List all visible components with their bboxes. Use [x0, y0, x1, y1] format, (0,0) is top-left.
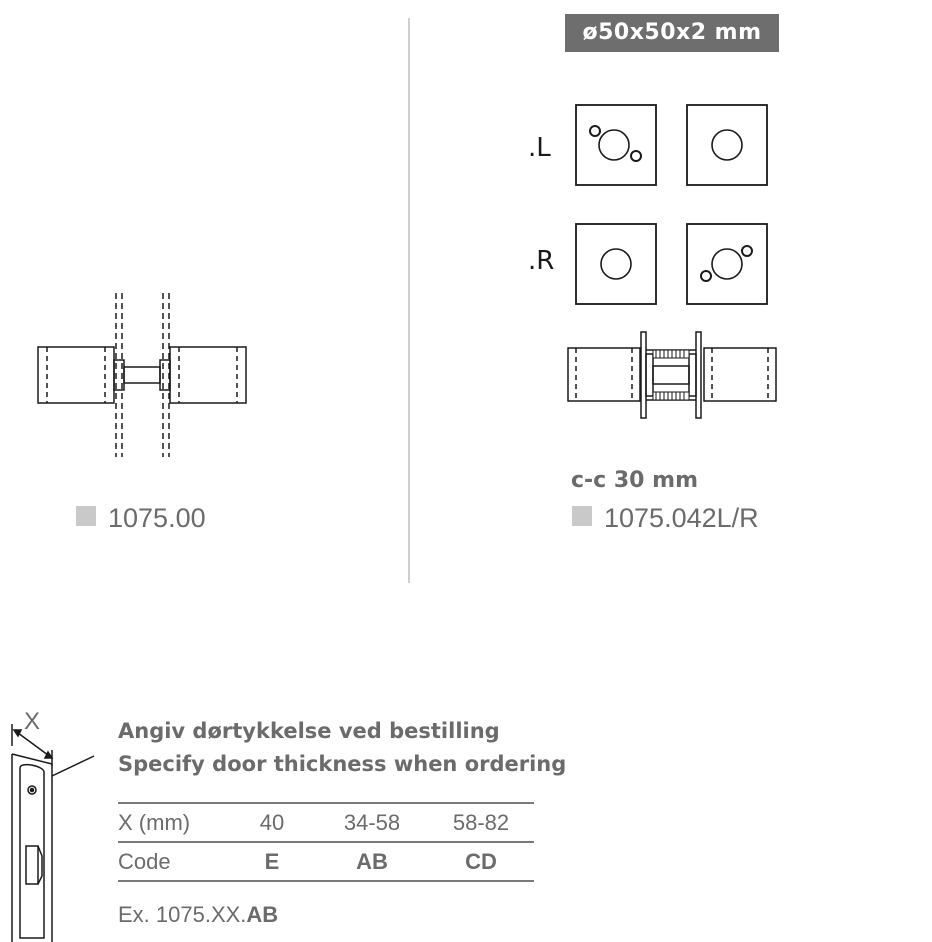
product-code-plain [76, 503, 206, 534]
order-example [118, 902, 278, 928]
table-cell: AB [316, 842, 428, 881]
rosette-left-inner [686, 104, 768, 186]
table-cell: 40 [228, 803, 316, 842]
variant-right-label: .R [528, 246, 555, 276]
table-cell: 34-58 [316, 803, 428, 842]
product-code-rosette [572, 503, 759, 534]
table-cell: CD [428, 842, 534, 881]
center-distance-label: c-c 30 mm [571, 468, 698, 493]
door-thickness-illustration [8, 706, 108, 942]
dimension-badge: ø50x50x2 mm [565, 14, 779, 52]
rosette-right-inner [575, 223, 657, 305]
table-row [118, 842, 534, 881]
dimension-x-label: X [24, 708, 41, 735]
finish-swatch [572, 506, 592, 526]
table-cell: 58-82 [428, 803, 534, 842]
knob-set-drawing-rosette [562, 328, 782, 422]
column-divider [408, 18, 410, 583]
rosette-left-outer [575, 104, 657, 186]
product-code-text: 1075.00 [108, 503, 206, 533]
knob-set-drawing-plain [30, 290, 260, 465]
rosette-right-outer [686, 223, 768, 305]
example-suffix: AB [246, 902, 279, 927]
product-code-text: 1075.042L/R [604, 503, 759, 533]
table-header-cell: Code [118, 842, 228, 881]
order-note-english: Specify door thickness when ordering [118, 752, 567, 776]
order-note-danish: Angiv dørtykkelse ved bestilling [118, 719, 500, 743]
finish-swatch [76, 506, 96, 526]
thickness-code-table [118, 802, 534, 882]
variant-left-label: .L [528, 133, 551, 163]
table-cell: E [228, 842, 316, 881]
table-header-cell: X (mm) [118, 803, 228, 842]
example-prefix: Ex. 1075.XX. [118, 902, 247, 927]
table-row [118, 803, 534, 842]
